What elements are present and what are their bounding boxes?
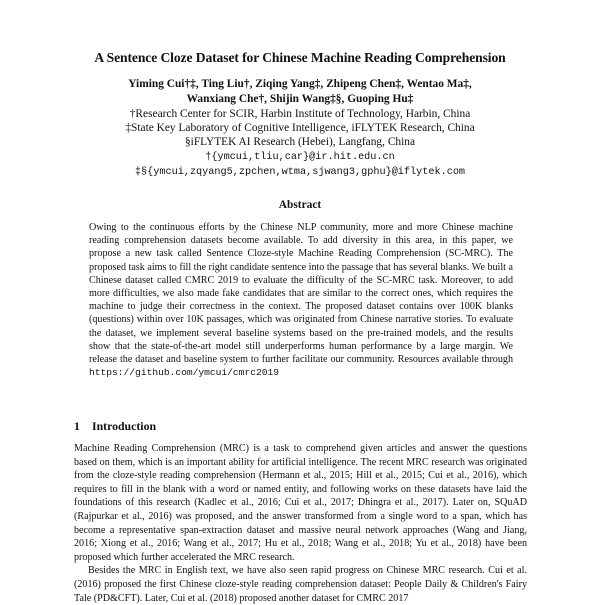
abstract-text [89, 221, 513, 379]
affiliation-iflytek-hebei: §iFLYTEK AI Research (Hebei), Langfang, China [184, 136, 416, 148]
paper-title: A Sentence Cloze Dataset for Chinese Machine Reading Comprehension [94, 50, 506, 65]
abstract-body-text: Owing to the continuous efforts by the Chinese NLP community, more and more Chinese machine reading comprehension datasets become available. To add diversity in this area, in this paper, we propose a new task called Sentence Cloze-style Machine Reading Comprehension (SC-MRC). The proposed task aims to fill the right candidate sentence into the passage that has several blanks. We built a Chinese dataset called CMRC 2019 to evaluate the difficulty of the SC-MRC task. Moreover, to add more difficulties, we also made fake candidates that are similar to the correct ones, which requires the machine to judge their correctness in the context. The proposed dataset contains over 100K blanks (questions) within over 10K passages, which was originated from Chinese narrative stories. To evaluate the dataset, we implement several baseline systems based on the pre-trained models, and the results show that the state-of-the-art model still underperforms human performance by a large margin. We release the dataset and baseline system to further facilitate our community. Resources available through [89, 222, 513, 366]
affiliation-iflytek-research: ‡State Key Laboratory of Cognitive Intelligence, iFLYTEK Research, China [125, 122, 475, 134]
author-list-line-1: Yiming Cui†‡, Ting Liu†, Ziqing Yang‡, Zhipeng Chen‡, Wentao Ma‡, [128, 78, 472, 90]
affiliation-scir: †Research Center for SCIR, Harbin Institute of Technology, Harbin, China [129, 108, 471, 120]
introduction-body [74, 442, 527, 605]
introduction-paragraph-2: Besides the MRC in English text, we have also seen rapid progress on Chinese MRC research. Cui et al. (2016) proposed the first Chinese cloze-style reading comprehension dataset: People Daily & Children's Fairy Tale (PD&CFT). Later, Cui et al. (2018) proposed another dataset for CMRC 2017 [74, 565, 527, 604]
section-number: 1 [74, 419, 80, 433]
section-title: Introduction [92, 419, 157, 433]
resource-link[interactable]: https://github.com/ymcui/cmrc2019 [89, 367, 279, 379]
author-list-line-2: Wanxiang Che†, Shijin Wang‡§, Guoping Hu‡ [186, 93, 414, 105]
email-iflytek: ‡§{ymcui,zqyang5,zpchen,wtma,sjwang3,gphu}@iflytek.com [134, 167, 466, 178]
abstract-heading: Abstract [278, 199, 322, 211]
introduction-paragraph-1: Machine Reading Comprehension (MRC) is a task to comprehend given articles and answer the questions based on them, which is an important ability for artificial intelligence. The recent MRC research was originated from the cloze-style reading comprehension (Hermann et al., 2015; Hill et al., 2015; Cui et al., 2016), which requires to fill in the blank with a word or named entity, and following works on these datasets have laid the foundations of this research (Kadlec et al., 2016; Cui et al., 2017; Dhingra et al., 2017). Later on, SQuAD (Rajpurkar et al., 2016) was proposed, and the answer transformed from a single word to a span, which has become a representative span-extraction dataset and massive neural network approaches (Wang and Jiang, 2016; Xiong et al., 2016; Wang et al., 2017; Hu et al., 2018; Wang et al., 2018; Yu et al., 2018) have been proposed which further accelerated the MRC research. [74, 443, 527, 563]
email-hit: †{ymcui,tliu,car}@ir.hit.edu.cn [205, 152, 395, 163]
section-heading-introduction [74, 419, 156, 434]
